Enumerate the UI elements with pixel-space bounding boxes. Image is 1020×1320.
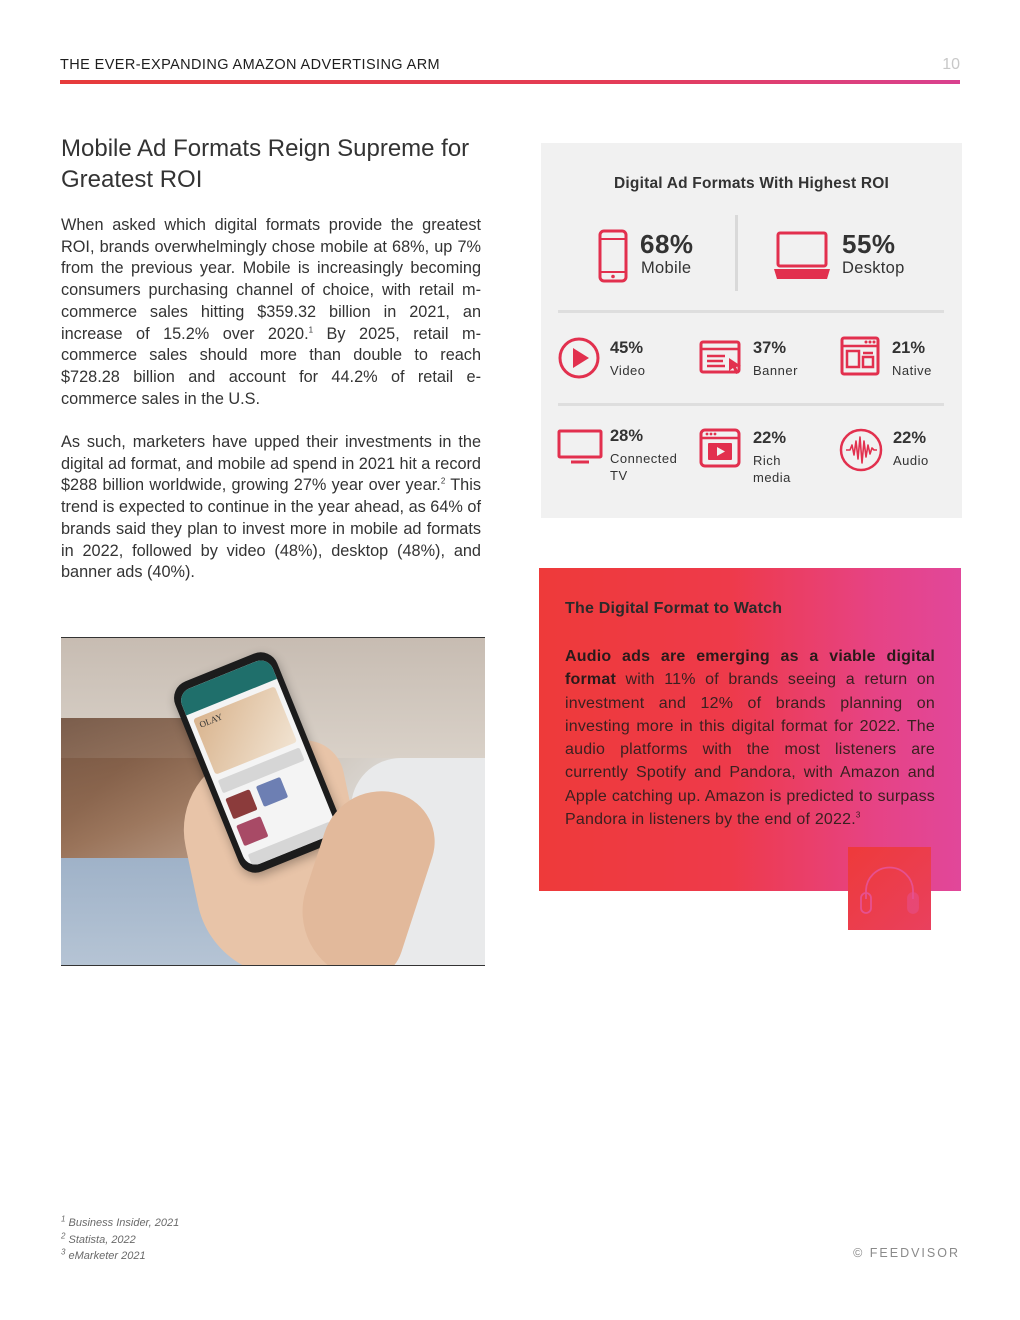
vertical-divider: [735, 215, 738, 291]
stat-mobile: [598, 229, 738, 289]
row-divider-1: [558, 310, 944, 313]
copyright: © FEEDVISOR: [853, 1246, 960, 1260]
rich-media-label: Rich media: [753, 453, 791, 485]
ctv-pct: 28%: [610, 427, 644, 445]
page-number: 10: [942, 56, 960, 73]
body-paragraph-2: [61, 432, 481, 584]
rich-media-pct: 22%: [753, 429, 787, 447]
hands-holding-phone-photo: [61, 637, 485, 966]
footnote-3: $^3$ eMarketer 2021: [61, 1247, 146, 1262]
mobile-pct: 68%: [640, 229, 694, 259]
header-rule: [60, 80, 960, 84]
stat-connected-tv: [557, 425, 697, 485]
footnote-ref-3: 3: [855, 810, 861, 820]
stat-native: [840, 336, 960, 386]
footnote-ref-1: 1: [308, 325, 314, 335]
stats-title: Digital Ad Formats With Highest ROI: [614, 175, 889, 192]
headphones-icon: [848, 847, 931, 930]
audio-label: Audio: [893, 453, 929, 468]
p2-text-b: This trend is expected to continue in the year ahead, as 64% of brands said they plan to invest more in mobile ad formats in 2022, followed by video (48%), desktop (48%), and banner ads (40%).: [61, 476, 481, 582]
footnote-marker-1: 1: [61, 1214, 66, 1224]
body-paragraph-1: [61, 215, 481, 410]
p1-text-a: When asked which digital formats provide the greatest ROI, brands overwhelmingly chose mobile at 68%, up 7% from the previous year. Mobile is increasingly becoming consumers purchasing channel of choice, with retail m-commerce sales hitting $359.32 billion in 2021, an increase of 15.2% over 2020.: [61, 216, 481, 343]
banner-label: Banner: [753, 363, 798, 378]
callout-title: The Digital Format to Watch: [565, 600, 783, 617]
stat-desktop: [773, 229, 933, 289]
callout-body: with 11% of brands seeing a return on investment and 12% of brands planning on investing more in this digital format for 2022. The audio platforms with the most listeners are currently Spotify and Pandora, with Amazon and Apple catching up. Amazon is predicted to surpass Pandora in listeners by the end of 2022.: [565, 671, 935, 829]
mobile-phone-icon: [598, 229, 628, 283]
native-pct: 21%: [892, 339, 926, 357]
ctv-label: Connected TV: [610, 451, 678, 483]
native-label: Native: [892, 363, 932, 378]
running-header: THE EVER-EXPANDING AMAZON ADVERTISING ARM: [60, 57, 441, 73]
p1-text-b: By 2025, retail m-commerce sales should more than double to reach $728.28 billion and account for 44.2% of retail e-commerce sales in the U.S.: [61, 324, 481, 408]
row-divider-2: [558, 403, 944, 406]
stat-rich-media: [699, 427, 819, 487]
footnote-ref-2: 2: [440, 476, 446, 486]
audio-wave-icon: [838, 427, 884, 473]
desktop-label: Desktop: [842, 259, 905, 277]
stat-audio: [838, 427, 958, 477]
mobile-label: Mobile: [641, 259, 692, 277]
p2-text-a: As such, marketers have upped their investments in the digital ad format, and mobile ad spend in 2021 hit a record $288 billion worldwide, growing 27% year over year.: [61, 433, 481, 495]
play-video-icon: [557, 336, 601, 380]
stat-video: [557, 336, 677, 386]
banner-pct: 37%: [753, 339, 787, 357]
rich-media-icon: [699, 427, 741, 469]
roi-stats-card: [541, 143, 962, 518]
footnote-marker-3: 3: [61, 1247, 66, 1257]
laptop-icon: [773, 229, 831, 281]
desktop-pct: 55%: [842, 229, 896, 259]
photo-brand-logo: OLAY: [197, 711, 225, 730]
footnotes: [61, 1215, 179, 1265]
footnote-1: $^1$ Business Insider, 2021: [61, 1214, 180, 1229]
tv-icon: [557, 425, 603, 465]
footnote-2: $^2$ Statista, 2022: [61, 1230, 136, 1246]
video-label: Video: [610, 363, 646, 378]
video-pct: 45%: [610, 339, 644, 357]
callout-text: [565, 645, 935, 831]
callout-bold-lead: Audio ads are emerging as a viable digital format: [565, 648, 935, 689]
stat-banner: [699, 336, 819, 386]
native-ad-icon: [840, 336, 880, 376]
section-title: Mobile Ad Formats Reign Supreme for Greatest ROI: [61, 135, 470, 193]
footnote-marker-2: 2: [61, 1230, 66, 1240]
digital-format-callout: [539, 568, 961, 891]
headphone-badge: [848, 847, 931, 930]
banner-ad-icon: [699, 336, 745, 378]
audio-pct: 22%: [893, 429, 927, 447]
